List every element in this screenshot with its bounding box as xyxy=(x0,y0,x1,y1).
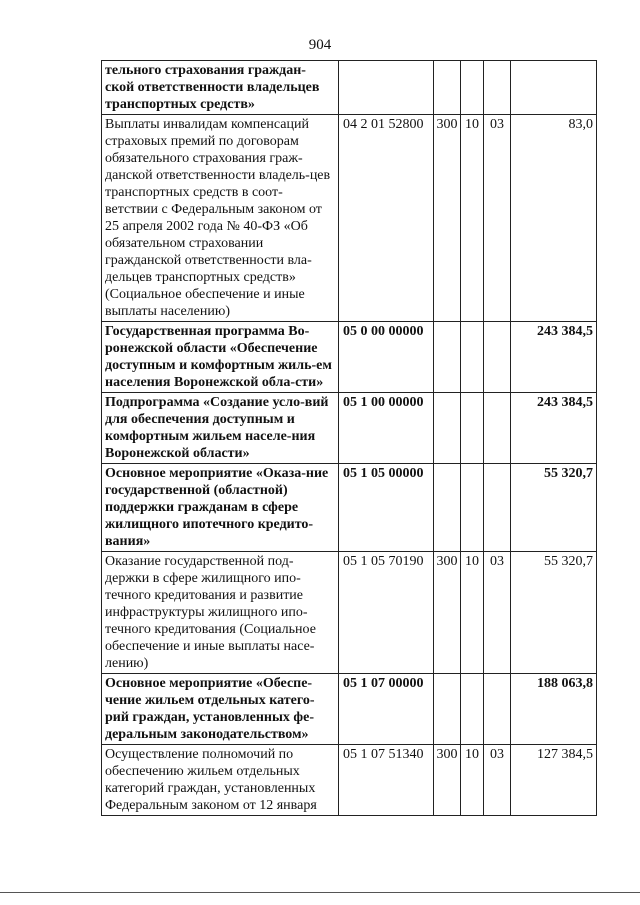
table-row xyxy=(102,61,597,115)
row-subsection xyxy=(484,393,511,464)
row-expense-type xyxy=(434,464,461,552)
row-expense-type: 300 xyxy=(434,115,461,322)
row-subsection: 03 xyxy=(484,552,511,674)
table-row xyxy=(102,322,597,393)
row-section xyxy=(461,464,484,552)
row-description: Основное мероприятие «Оказа-ние государственной (областной) поддержки гражданам в сфере жилищного ипотечного кредито-вания» xyxy=(102,464,339,552)
row-subsection: 03 xyxy=(484,745,511,816)
row-expense-type xyxy=(434,322,461,393)
row-amount: 243 384,5 xyxy=(511,322,597,393)
row-subsection xyxy=(484,674,511,745)
page-bottom-rule xyxy=(0,892,640,893)
page-number: 904 xyxy=(308,37,332,53)
row-subsection xyxy=(484,464,511,552)
row-description: Подпрограмма «Создание усло-вий для обеспечения доступным и комфортным жильем населе-ния Воронежской области» xyxy=(102,393,339,464)
table-row xyxy=(102,393,597,464)
row-expense-type: 300 xyxy=(434,552,461,674)
row-target-code: 05 1 05 00000 xyxy=(339,464,434,552)
row-amount: 188 063,8 xyxy=(511,674,597,745)
row-target-code: 05 1 07 00000 xyxy=(339,674,434,745)
row-expense-type: 300 xyxy=(434,745,461,816)
row-description: Оказание государственной под-держки в сфере жилищного ипо-течного кредитования и развитие инфраструктуры жилищного ипо-течного кредитования (Социальное обеспечение и иные выплаты насе-лению) xyxy=(102,552,339,674)
row-target-code: 05 1 07 51340 xyxy=(339,745,434,816)
row-section xyxy=(461,322,484,393)
row-amount: 127 384,5 xyxy=(511,745,597,816)
row-expense-type xyxy=(434,674,461,745)
row-subsection xyxy=(484,322,511,393)
row-section xyxy=(461,674,484,745)
row-target-code xyxy=(339,61,434,115)
row-section xyxy=(461,61,484,115)
row-amount: 243 384,5 xyxy=(511,393,597,464)
row-description: Основное мероприятие «Обеспе-чение жильем отдельных катего-рий граждан, установленных фе-деральным законодательством» xyxy=(102,674,339,745)
table-row xyxy=(102,464,597,552)
row-subsection: 03 xyxy=(484,115,511,322)
row-description: тельного страхования граждан-ской ответственности владельцев транспортных средств» xyxy=(102,61,339,115)
row-section: 10 xyxy=(461,745,484,816)
row-description: Осуществление полномочий по обеспечению жильем отдельных категорий граждан, установленных Федеральным законом от 12 января xyxy=(102,745,339,816)
row-section: 10 xyxy=(461,115,484,322)
row-section xyxy=(461,393,484,464)
table-row xyxy=(102,552,597,674)
row-subsection xyxy=(484,61,511,115)
table-row xyxy=(102,115,597,322)
row-expense-type xyxy=(434,61,461,115)
row-target-code: 05 1 00 00000 xyxy=(339,393,434,464)
row-target-code: 05 1 05 70190 xyxy=(339,552,434,674)
table-row xyxy=(102,674,597,745)
row-amount xyxy=(511,61,597,115)
row-section: 10 xyxy=(461,552,484,674)
row-target-code: 05 0 00 00000 xyxy=(339,322,434,393)
budget-table xyxy=(101,60,597,816)
row-amount: 55 320,7 xyxy=(511,552,597,674)
row-expense-type xyxy=(434,393,461,464)
row-amount: 55 320,7 xyxy=(511,464,597,552)
row-target-code: 04 2 01 52800 xyxy=(339,115,434,322)
row-amount: 83,0 xyxy=(511,115,597,322)
row-description: Государственная программа Во-ронежской области «Обеспечение доступным и комфортным жиль-ем населения Воронежской обла-сти» xyxy=(102,322,339,393)
table-body xyxy=(102,61,597,816)
row-description: Выплаты инвалидам компенсаций страховых премий по договорам обязательного страхования граж-данской ответственности владель-цев транспортных средств в соот-ветствии с Федеральным законом от 25 апреля 2002 года № 40-ФЗ «Об обязательном страховании гражданской ответственности вла-дельцев транспортных средств» (Социальное обеспечение и иные выплаты населению) xyxy=(102,115,339,322)
table-row xyxy=(102,745,597,816)
